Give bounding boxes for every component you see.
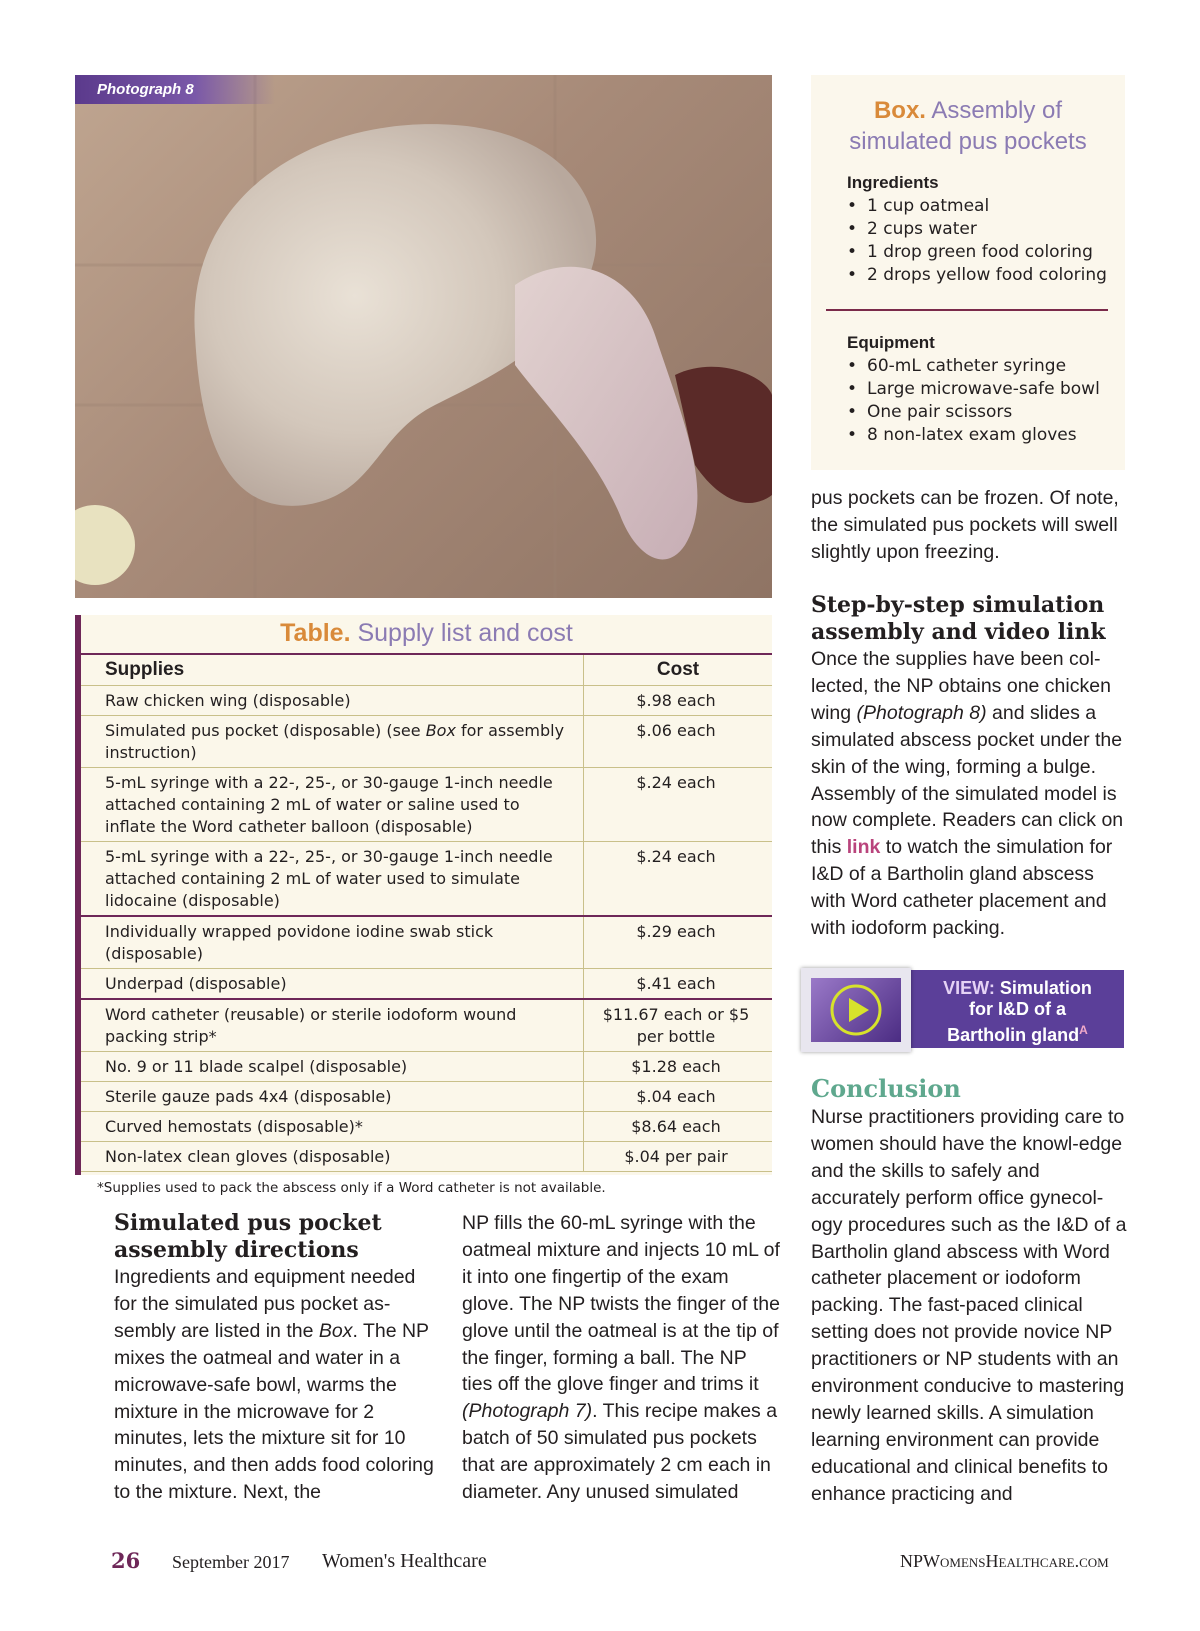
right-column-intro: pus pockets can be frozen. Of note, the simulated pus pockets will swell slightly upon freezing. [811,487,1119,563]
supply-cell: 5-mL syringe with a 22-, 25-, or 30-gauge 1-inch needle attached containing 2 mL of water or saline used to inflate the Word catheter balloon (disposable) [81,768,584,842]
cost-cell: $11.67 each or $5 per bottle [584,999,773,1052]
supply-cell: Curved hemostats (disposable)* [81,1112,584,1142]
table-row [81,1142,772,1172]
photo-reference: (Photograph 8) [856,701,987,724]
photograph-label: Photograph 8 [97,81,194,98]
table-row [81,716,772,768]
step-text: to watch the simulation for I&D of a Bartholin gland abscess with Word catheter placement and with iodoform packing. [811,836,1113,940]
cost-cell: $.06 each [584,716,773,768]
table-row [81,1082,772,1112]
photograph-8 [75,75,772,598]
cost-header: Cost [584,654,773,686]
list-item: • 8 non-latex exam gloves [847,424,1100,447]
view-simulation-button[interactable] [801,968,1124,1052]
list-item: • 60-mL catheter syringe [847,355,1100,378]
supply-cell [81,716,584,768]
table-title-text: Supply list and cost [357,619,573,647]
table-row [81,768,772,842]
table-row [81,842,772,917]
ingredients-heading: Ingredients [847,173,939,192]
supply-cell: Individually wrapped povidone iodine swab stick (disposable) [81,916,584,969]
equipment-list [847,355,1100,447]
supply-cell: Non-latex clean gloves (disposable) [81,1142,584,1172]
box-divider [826,309,1108,311]
view-word: VIEW: [943,978,995,998]
chicken-wing-illustration [75,75,772,598]
step-paragraph [811,646,1131,942]
photo-reference: (Photograph 7) [462,1400,593,1423]
table-footnote: *Supplies used to pack the abscess only if a Word catheter is not available. [97,1180,606,1196]
pus-text: . The NP mixes the oatmeal and water in a microwave-safe bowl, warms the mixture in the microwave for 2 minutes, lets the mixture sit for 10 minutes, and then adds food coloring to the mixture. Next, the [114,1319,434,1504]
box-reference: Box [318,1319,353,1342]
pus-text: Ingredients and equipment needed for the simulated pus pocket as-sembly are listed in the [114,1266,416,1342]
middle-column-paragraph [462,1210,782,1506]
cost-cell: $.24 each [584,842,773,917]
step-heading: Step-by-step simulation assembly and video link [811,592,1106,645]
magazine-name: Women's Healthcare [322,1550,487,1572]
cost-cell: $.04 per pair [584,1142,773,1172]
table-row [81,916,772,969]
page-number: 26 [111,1548,141,1573]
view-line-2: for I&D of a [969,999,1066,1019]
supply-text: Simulated pus pocket (disposable) (see [105,721,426,740]
table-header-row [81,654,772,686]
table-row [81,1052,772,1082]
list-item: • 1 cup oatmeal [847,195,1107,218]
list-item: • 2 cups water [847,218,1107,241]
cost-cell: $8.64 each [584,1112,773,1142]
box-title-line1 [811,97,1125,125]
supply-table [81,653,772,1172]
supply-cell: Word catheter (reusable) or sterile iodoform wound packing strip* [81,999,584,1052]
video-link[interactable]: link [846,836,881,859]
view-line-3-text: Bartholin gland [947,1025,1080,1045]
cost-cell: $1.28 each [584,1052,773,1082]
supply-cell: Sterile gauze pads 4x4 (disposable) [81,1082,584,1112]
box-title-text: Assembly of [931,97,1063,124]
view-line-1-text: Simulation [999,978,1092,998]
video-thumbnail-frame [811,978,901,1042]
pus-pocket-paragraph [114,1264,434,1506]
supply-text: for assembly instruction) [105,721,565,762]
list-item: • 2 drops yellow food coloring [847,264,1107,287]
pus-pocket-heading: Simulated pus pocket assembly directions [114,1210,382,1263]
table-row [81,969,772,1000]
supply-cell: No. 9 or 11 blade scalpel (disposable) [81,1052,584,1082]
supplies-header: Supplies [81,654,584,686]
supply-cell: Raw chicken wing (disposable) [81,686,584,716]
cost-cell: $.98 each [584,686,773,716]
ingredients-list [847,195,1107,287]
table-row [81,1112,772,1142]
table-title [81,619,772,648]
list-item: • One pair scissors [847,401,1100,424]
equipment-heading: Equipment [847,333,935,352]
view-line-1 [911,978,1124,999]
cost-cell: $.24 each [584,768,773,842]
view-line-3 [911,1020,1124,1046]
reference-superscript: A [1079,1023,1088,1037]
step-text: Once the supplies have been col-lected, the NP obtains one chicken wing [811,648,1111,724]
list-item: • 1 drop green food coloring [847,241,1107,264]
box-reference: Box [425,721,456,740]
cost-cell: $.04 each [584,1082,773,1112]
middle-text: NP fills the 60-mL syringe with the oatmeal mixture and injects 10 mL of it into one fingertip of the exam glove. The NP twists the finger of the glove until the oatmeal is at the tip of the finger, forming a ball. The NP ties off the glove finger and trims it [462,1212,780,1396]
cost-cell: $.29 each [584,916,773,969]
supply-cell: Underpad (disposable) [81,969,584,1000]
play-icon [811,978,901,1042]
conclusion-paragraph: Nurse practitioners providing care to women should have the knowl-edge and the skills to safely and accurately perform office gynecol-ogy procedures such as the I&D of a Bartholin gland abscess with Word catheter placement or iodoform packing. The fast-paced clinical setting does not provide novice NP practitioners or NP students with an environment conducive to mastering newly learned skills. A simulation learning environment can provide educational and clinical benefits to enhance practicing and [811,1106,1127,1505]
video-thumbnail[interactable] [801,968,911,1052]
box-title-line2: simulated pus pockets [849,128,1087,155]
table-title-word: Table. [280,619,351,647]
website-url[interactable]: NPWomensHealthcare.com [900,1551,1109,1571]
cost-cell: $.41 each [584,969,773,1000]
table-row [81,999,772,1052]
conclusion-heading: Conclusion [811,1074,961,1103]
supply-cell: 5-mL syringe with a 22-, 25-, or 30-gauge 1-inch needle attached containing 2 mL of water used to simulate lidocaine (disposable) [81,842,584,917]
middle-text: . This recipe makes a batch of 50 simulated pus pockets that are approximately 2 cm each in diameter. Any unused simulated [462,1400,778,1504]
list-item: • Large microwave-safe bowl [847,378,1100,401]
step-text: and slides a simulated abscess pocket under the skin of the wing, forming a bulge. Assembly of the simulated model is now complete. Readers can click on this [811,701,1124,859]
issue-date: September 2017 [172,1552,290,1572]
view-button-label [911,978,1124,1046]
box-title-word: Box. [873,97,926,124]
photograph-label-bar [75,75,275,104]
assembly-box [811,75,1125,470]
table-row [81,686,772,716]
